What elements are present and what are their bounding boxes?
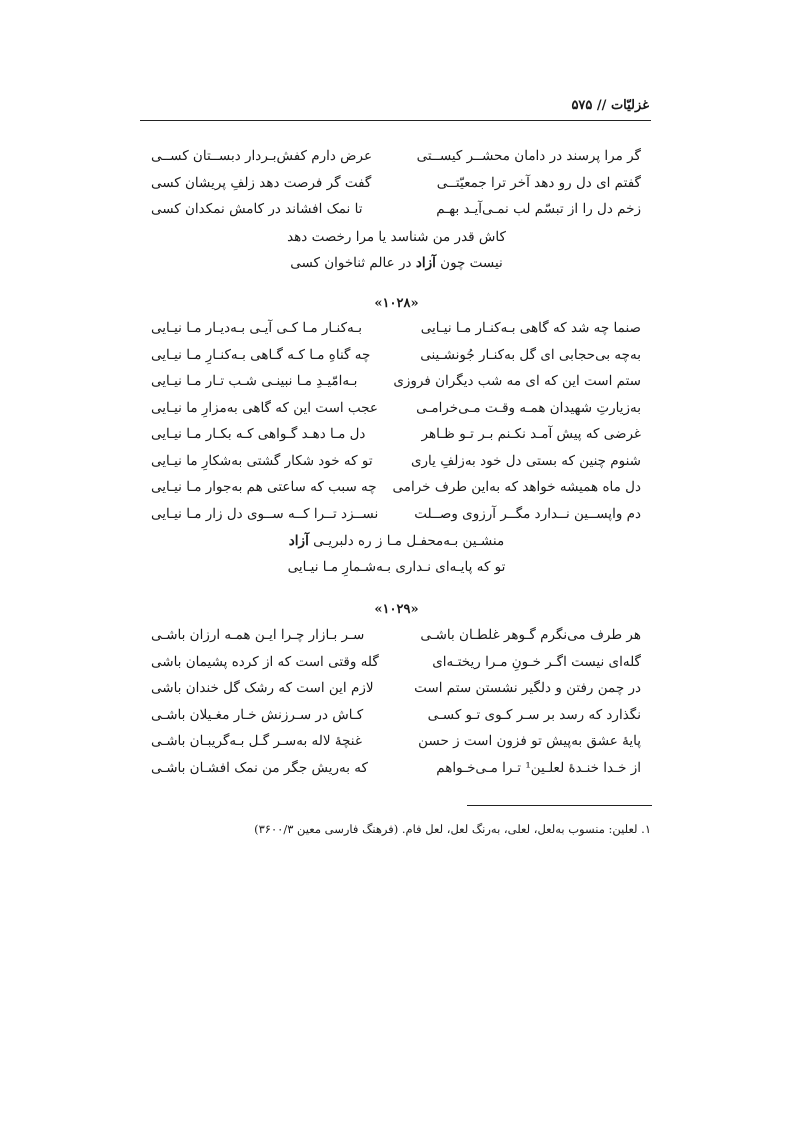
couplet — [141, 479, 651, 506]
header-rule — [140, 120, 651, 121]
closing-couplet-line — [0, 255, 793, 271]
footnote: ۱. لعلین: منسوب به‌لعل، لعلی، به‌رنگ لعل، لعل فام. (فرهنگ فارسی معین ۳۶۰۰/۳) — [254, 822, 651, 836]
hemistich-right: پایۀ عشق به‌پیش تو فزون است ز حسن — [418, 733, 641, 749]
hemistich-right: دل ماه همیشه خواهد که به‌این طرف خرامی — [392, 479, 641, 495]
hemistich-left: دل مـا دهـد گـواهی کـه بکـار مـا نیـایی — [151, 426, 366, 442]
hemistich-right: گفتم ای دل رو دهد آخر ترا جمعیّتــی — [436, 174, 641, 191]
hemistich-left: سـر بـازار چـرا ایـن همـه ارزان باشـی — [151, 627, 365, 643]
hemistich-right: زخم دل را از تبسّم لب نمـی‌آیـد بهـم — [436, 201, 641, 217]
closing-couplet-line: تو که پایـه‌ای نـداری بـه‌شـمارِ مـا نیـایی — [287, 559, 506, 575]
couplet — [141, 733, 651, 760]
hemistich-left: عجب است این که گاهی به‌مزارِ ما نیـایی — [151, 399, 378, 416]
couplet — [141, 347, 651, 374]
couplet — [141, 400, 651, 427]
hemistich-left: کـاش در سـرزنش خـار مغـیلان باشـی — [151, 706, 364, 723]
couplet — [141, 680, 651, 707]
couplet — [141, 175, 651, 202]
couplet — [141, 760, 651, 787]
couplet — [141, 148, 651, 175]
hemistich-left: چه سبب که ساعتی هم به‌جوار مـا نیـایی — [151, 479, 377, 495]
poem3-couplets — [141, 627, 651, 786]
hemistich-left: تو که خود شکار گشتی به‌شکارِ ما نیـایی — [151, 452, 373, 469]
couplet — [141, 627, 651, 654]
couplet — [141, 654, 651, 681]
hemistich-right: ستم است این که ای مه شب دیگران فروزی — [393, 373, 641, 389]
poet-name: آزاد — [288, 533, 309, 549]
hemistich-right: گر مرا پرسند در دامان محشــر کیســتی — [416, 148, 641, 164]
poem-number: «۱۰۲۸» — [374, 296, 419, 311]
hemistich-left: لازم این است که رشک گل خندان باشی — [151, 680, 374, 696]
hemistich-left: بـه‌کنـار مـا کـی آیـی بـه‌دیـار مـا نیـایی — [151, 320, 362, 336]
closing-text: در عالم ثناخوان کسی — [290, 255, 412, 271]
closing-text: نیست چون — [440, 255, 503, 271]
couplet — [141, 453, 651, 480]
closing-couplet-line: کاش قدر من شناسد یا مرا رخصت دهد — [287, 229, 506, 245]
poem1-couplets — [141, 148, 651, 228]
closing-couplet-line — [0, 533, 793, 549]
hemistich-left: گله وقتی است که از کرده پشیمان باشی — [151, 653, 379, 670]
hemistich-left: تا نمک افشاند در کامش نمکدان کسی — [151, 201, 363, 217]
hemistich-right: دم واپســین نــدارد مگــر آرزوی وصــلت — [414, 505, 641, 522]
hemistich-left: بـه‌امّیـدِ مـا نبینـی شـب تـار مـا نیـایی — [151, 373, 358, 389]
footnote-rule — [467, 805, 652, 806]
poet-name: آزاد — [415, 255, 436, 271]
poem-number: «۱۰۲۹» — [374, 602, 419, 617]
hemistich-left: چه گناهِ مـا کـه گـاهی بـه‌کنـارِ مـا نیـایی — [151, 346, 371, 363]
hemistich-right: غرضی که پیش آمـد نکـنم بـر تـو ظـاهر — [421, 426, 641, 442]
hemistich-left: غنچۀ لاله به‌سـر گـل بـه‌گریبـان باشـی — [151, 733, 362, 749]
couplet — [141, 373, 651, 400]
hemistich-left: نســزد تــرا کــه ســوی دل زار مـا نیـایی — [151, 505, 379, 522]
closing-text: منشـین بـه‌محفـل مـا ز ره دلبریـی — [313, 533, 505, 549]
hemistich-left: عرض دارم کفش‌بـردار دبســتان کســی — [151, 148, 372, 164]
couplet — [141, 201, 651, 228]
hemistich-right: به‌زیارتِ شهیدان همـه وقـت مـی‌خرامـی — [416, 399, 641, 416]
running-header: غزلیّات // ۵۷۵ — [571, 98, 649, 113]
hemistich-right: از خـدا خنـدۀ لعلـین¹ تـرا مـی‌خـواهم — [436, 759, 641, 776]
couplet — [141, 320, 651, 347]
poem2-couplets — [141, 320, 651, 532]
hemistich-right: شنوم چنین که بستی دل خود به‌زلفِ یاری — [410, 452, 641, 469]
hemistich-right: گله‌ای نیست اگـر خـونِ مـرا ریختـه‌ای — [432, 653, 641, 670]
hemistich-right: به‌چه بی‌حجابی ای گل به‌کنـار جُونشـینی — [420, 346, 641, 363]
hemistich-right: هر طرف می‌نگرم گـوهر غلطـان باشـی — [420, 627, 641, 643]
hemistich-right: در چمن رفتن و دلگیر نشستن ستم است — [414, 680, 641, 696]
hemistich-left: که به‌ریش جگر من نمک افشـان باشـی — [151, 759, 368, 776]
hemistich-right: نگذارد که رسد بر سـر کـوی تـو کسـی — [427, 706, 641, 723]
hemistich-left: گفت گر فرصت دهد زلفِ پریشان کسی — [151, 174, 372, 191]
couplet — [141, 707, 651, 734]
couplet — [141, 506, 651, 533]
hemistich-right: صنما چه شد که گاهی بـه‌کنـار مـا نیـایی — [420, 320, 641, 336]
couplet — [141, 426, 651, 453]
